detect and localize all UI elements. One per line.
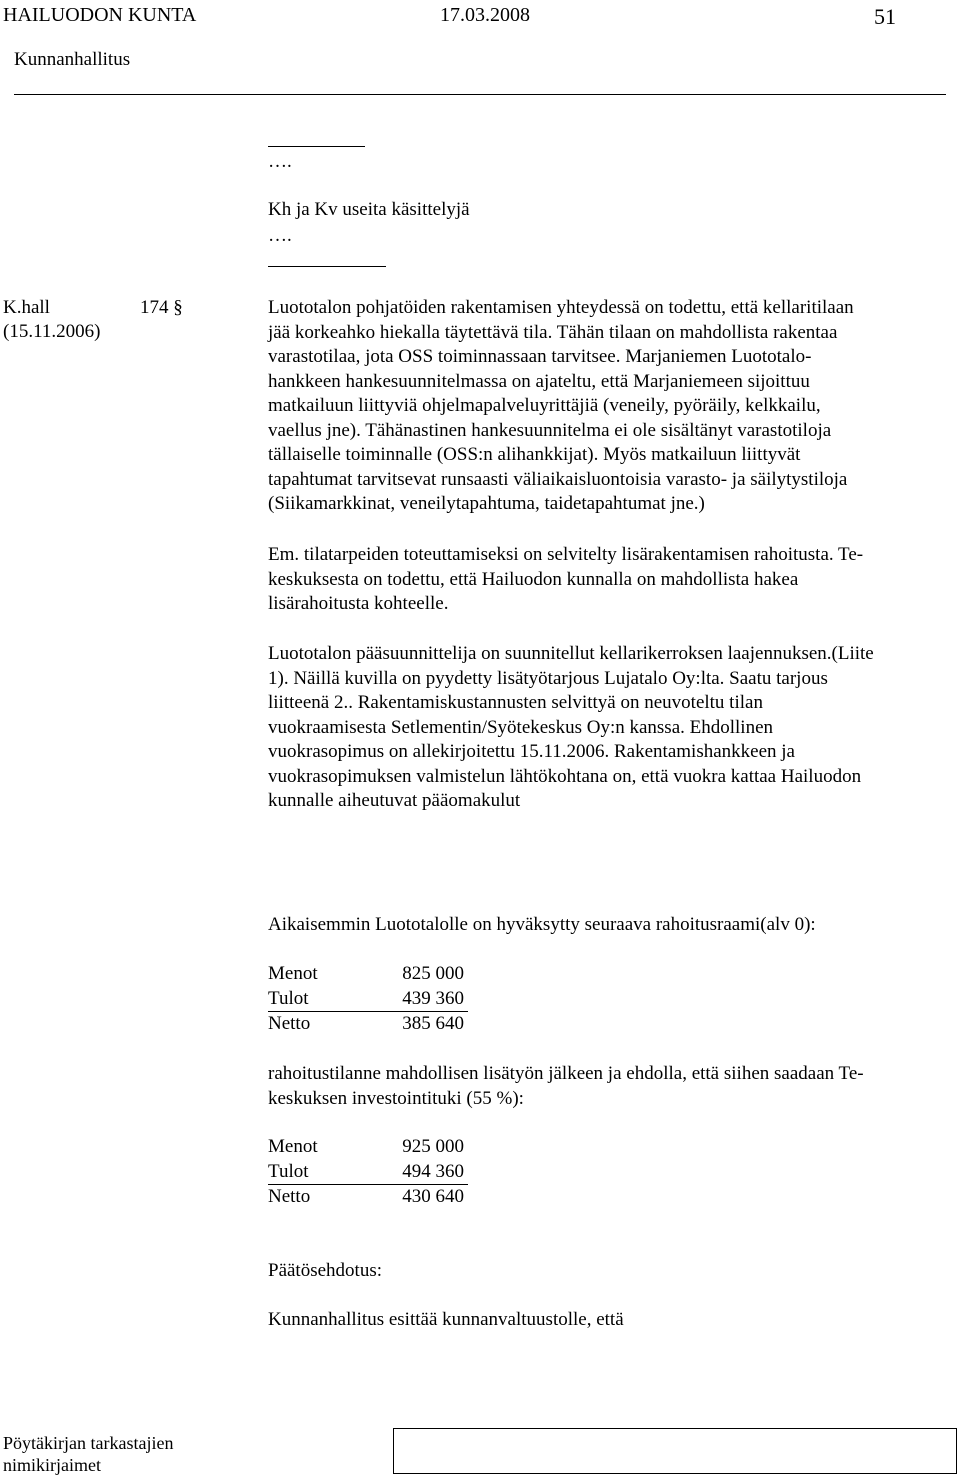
text-line: rahoitustilanne mahdollisen lisätyön jälkeen ja ehdolla, että siihen saadaan Te-	[268, 1063, 864, 1084]
footer-label	[3, 1432, 173, 1476]
earlier-financing-intro: Aikaisemmin Luototalolle on hyväksytty seuraava rahoitusraami(alv 0):	[268, 914, 816, 935]
municipality-name: HAILUODON KUNTA	[3, 4, 197, 26]
section-number: 174 §	[140, 297, 183, 318]
text-line: lisärahoitusta kohteelle.	[268, 593, 449, 614]
text-line: 1). Näillä kuvilla on pyydetty lisätyötarjous Lujatalo Oy:lta. Saatu tarjous	[268, 667, 828, 689]
table-row	[268, 1012, 468, 1037]
header-rule	[14, 94, 946, 95]
earlier-financing-table	[268, 962, 468, 1037]
body-name: Kunnanhallitus	[14, 49, 131, 70]
page-number: 51	[874, 4, 896, 29]
after-financing-intro	[268, 1062, 958, 1111]
table-row	[268, 1135, 468, 1160]
designer-paragraph	[268, 642, 958, 814]
history-top-rule	[268, 146, 365, 147]
row-label: Menot	[268, 963, 318, 984]
footer-line: Pöytäkirjan tarkastajien	[3, 1433, 174, 1453]
footer-line: nimikirjaimet	[3, 1455, 101, 1475]
section-paragraph	[268, 296, 958, 517]
text-line: jää korkeahko hiekalla täytettävä tila. Tähän tilaan on mahdollista rakentaa	[268, 321, 838, 343]
signature-initials-box	[393, 1428, 957, 1474]
text-line: liitteenä 2.. Rakentamiskustannusten selvittyä on neuvoteltu tilan	[268, 692, 763, 713]
text-line: vuokrasopimus on allekirjoitettu 15.11.2006. Rakentamishankkeen ja	[268, 741, 795, 762]
history-dots-top: ….	[268, 151, 292, 172]
history-bottom-rule	[268, 266, 386, 267]
text-line: Luototalon pääsuunnittelija on suunnitellut kellarikerroksen laajennuksen.(Liite	[268, 643, 874, 664]
text-line: keskuksen investointituki (55 %):	[268, 1087, 524, 1109]
row-value: 494 360	[402, 1161, 464, 1182]
table-row	[268, 987, 468, 1012]
row-value: 825 000	[402, 963, 464, 984]
table-row	[268, 962, 468, 987]
text-line: vaellus jne). Tähänastinen hankesuunnitelma ei ole sisältänyt varastotiloja	[268, 419, 832, 441]
text-line: tällaiselle toiminnalle (OSS:n alihankkijat). Myös matkailuun liittyvät	[268, 444, 801, 465]
proposal-text: Kunnanhallitus esittää kunnanvaltuustolle, että	[268, 1309, 624, 1330]
row-value: 385 640	[402, 1013, 464, 1034]
row-value: 430 640	[402, 1186, 464, 1207]
text-line: Luototalon pohjatöiden rakentamisen yhteydessä on todettu, että kellaritilaan	[268, 297, 854, 318]
text-line: Em. tilatarpeiden toteuttamiseksi on selvitelty lisärakentamisen rahoitusta. Te-	[268, 544, 864, 565]
text-line: varastotilaa, jota OSS toiminnassaan tarvitsee. Marjaniemen Luototalo-	[268, 346, 812, 367]
section-date: (15.11.2006)	[3, 321, 101, 342]
row-label: Tulot	[268, 1161, 309, 1182]
row-value: 925 000	[402, 1136, 464, 1157]
history-dots-bottom: ….	[268, 225, 292, 246]
section-body-label: K.hall	[3, 297, 50, 318]
table-row	[268, 1160, 468, 1185]
text-line: tapahtumat tarvitsevat runsaasti väliaikaisluontoisia varasto- ja säilytystiloja	[268, 468, 848, 490]
text-line: hankkeen hankesuunnitelmassa on ajateltu, että Marjaniemeen sijoittuu	[268, 370, 810, 392]
text-line: vuokraamisesta Setlementin/Syötekeskus Oy:n kanssa. Ehdollinen	[268, 716, 774, 738]
row-label: Netto	[268, 1013, 311, 1034]
row-label: Netto	[268, 1186, 311, 1207]
after-financing-table	[268, 1135, 468, 1210]
text-line: kunnalle aiheutuvat pääomakulut	[268, 790, 521, 811]
table-row	[268, 1185, 468, 1210]
funding-paragraph	[268, 543, 958, 617]
proposal-heading: Päätösehdotus:	[268, 1260, 382, 1281]
row-label: Tulot	[268, 988, 309, 1009]
document-date: 17.03.2008	[440, 4, 530, 26]
row-label: Menot	[268, 1136, 318, 1157]
history-note: Kh ja Kv useita käsittelyjä	[268, 199, 470, 220]
text-line: matkailuun liittyviä ohjelmapalveluyrittäjiä (veneily, pyöräily, kelkkailu,	[268, 395, 821, 416]
text-line: vuokrasopimuksen valmistelun lähtökohtana on, että vuokra kattaa Hailuodon	[268, 765, 862, 787]
text-line: (Siikamarkkinat, veneilytapahtuma, taidetapahtumat jne.)	[268, 493, 705, 514]
row-value: 439 360	[402, 988, 464, 1009]
text-line: keskuksesta on todettu, että Hailuodon kunnalla on mahdollista hakea	[268, 568, 799, 590]
